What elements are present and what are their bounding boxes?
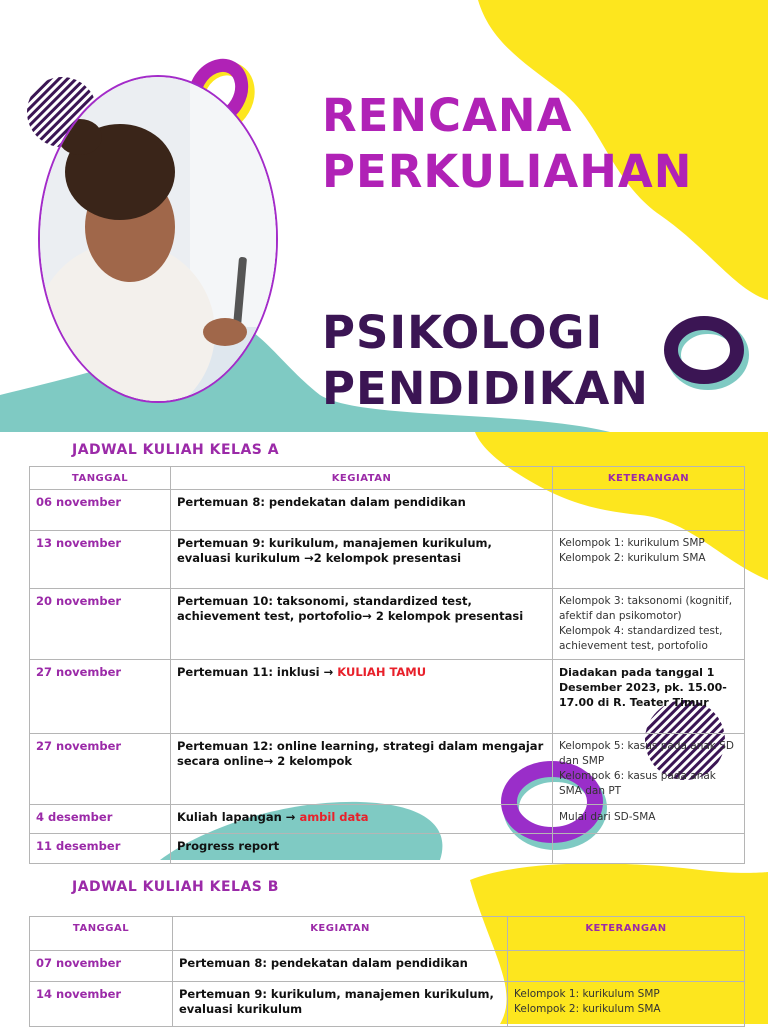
- course-title: [322, 305, 649, 417]
- row-activity: Progress report: [171, 834, 553, 864]
- row-activity: Pertemuan 10: taksonomi, standardized test, achievement test, portofolio→ 2 kelompok presentasi: [171, 589, 553, 660]
- header-notes: KETERANGAN: [508, 917, 745, 951]
- row-date: 07 november: [30, 951, 173, 982]
- table-header-row: [30, 917, 745, 951]
- row-date: 13 november: [30, 531, 171, 589]
- table-row: [30, 660, 745, 734]
- row-date: 4 desember: [30, 805, 171, 834]
- class-b-heading: JADWAL KULIAH KELAS B: [72, 879, 279, 895]
- table-row: [30, 834, 745, 864]
- row-activity: Pertemuan 9: kurikulum, manajemen kurikulum, evaluasi kurikulum →2 kelompok presentasi: [171, 531, 553, 589]
- title-line-1: RENCANA: [322, 89, 573, 142]
- row-notes: [508, 951, 745, 982]
- header-date: TANGGAL: [30, 917, 173, 951]
- table-row: [30, 982, 745, 1027]
- title-line-4: PENDIDIKAN: [322, 362, 649, 415]
- collect-data-highlight: ambil data: [299, 810, 369, 824]
- table-row: [30, 734, 745, 805]
- row-notes: Mulai dari SD-SMA: [553, 805, 745, 834]
- header-date: TANGGAL: [30, 467, 171, 490]
- table-row: [30, 805, 745, 834]
- row-date: 06 november: [30, 490, 171, 531]
- title-line-3: PSIKOLOGI: [322, 306, 604, 359]
- row-notes: Kelompok 5: kasus pada anak SD dan SMP Kelompok 6: kasus pada anak SMA dan PT: [553, 734, 745, 805]
- header-notes: KETERANGAN: [553, 467, 745, 490]
- child-writing-photo: [38, 75, 278, 403]
- row-date: 27 november: [30, 660, 171, 734]
- row-activity: Pertemuan 12: online learning, strategi dalam mengajar secara online→ 2 kelompok: [171, 734, 553, 805]
- header-activity: KEGIATAN: [171, 467, 553, 490]
- table-row: [30, 589, 745, 660]
- class-a-table: [29, 466, 745, 864]
- table-header-row: [30, 467, 745, 490]
- table-row: [30, 490, 745, 531]
- table-row: [30, 531, 745, 589]
- row-date: 20 november: [30, 589, 171, 660]
- row-activity: Pertemuan 8: pendekatan dalam pendidikan: [173, 951, 508, 982]
- row-activity: Pertemuan 11: inklusi → KULIAH TAMU: [171, 660, 553, 734]
- row-notes: Kelompok 3: taksonomi (kognitif, afektif dan psikomotor) Kelompok 4: standardized test, achievement test, portofolio: [553, 589, 745, 660]
- row-notes: [553, 490, 745, 531]
- class-a-heading: JADWAL KULIAH KELAS A: [72, 442, 280, 458]
- class-b-table: [29, 916, 745, 1027]
- row-activity: Pertemuan 9: kurikulum, manajemen kurikulum, evaluasi kurikulum: [173, 982, 508, 1027]
- row-notes: [553, 834, 745, 864]
- row-notes: Kelompok 1: kurikulum SMP Kelompok 2: kurikulum SMA: [553, 531, 745, 589]
- main-title: [322, 88, 692, 200]
- table-row: [30, 951, 745, 982]
- row-notes: Kelompok 1: kurikulum SMP Kelompok 2: kurikulum SMA: [508, 982, 745, 1027]
- row-activity: Kuliah lapangan → ambil data: [171, 805, 553, 834]
- header-activity: KEGIATAN: [173, 917, 508, 951]
- row-date: 27 november: [30, 734, 171, 805]
- row-date: 11 desember: [30, 834, 171, 864]
- row-activity: Pertemuan 8: pendekatan dalam pendidikan: [171, 490, 553, 531]
- row-date: 14 november: [30, 982, 173, 1027]
- row-notes: Diadakan pada tanggal 1 Desember 2023, pk. 15.00-17.00 di R. Teater Timur: [553, 660, 745, 734]
- guest-lecture-highlight: KULIAH TAMU: [337, 665, 427, 679]
- title-line-2: PERKULIAHAN: [322, 145, 693, 198]
